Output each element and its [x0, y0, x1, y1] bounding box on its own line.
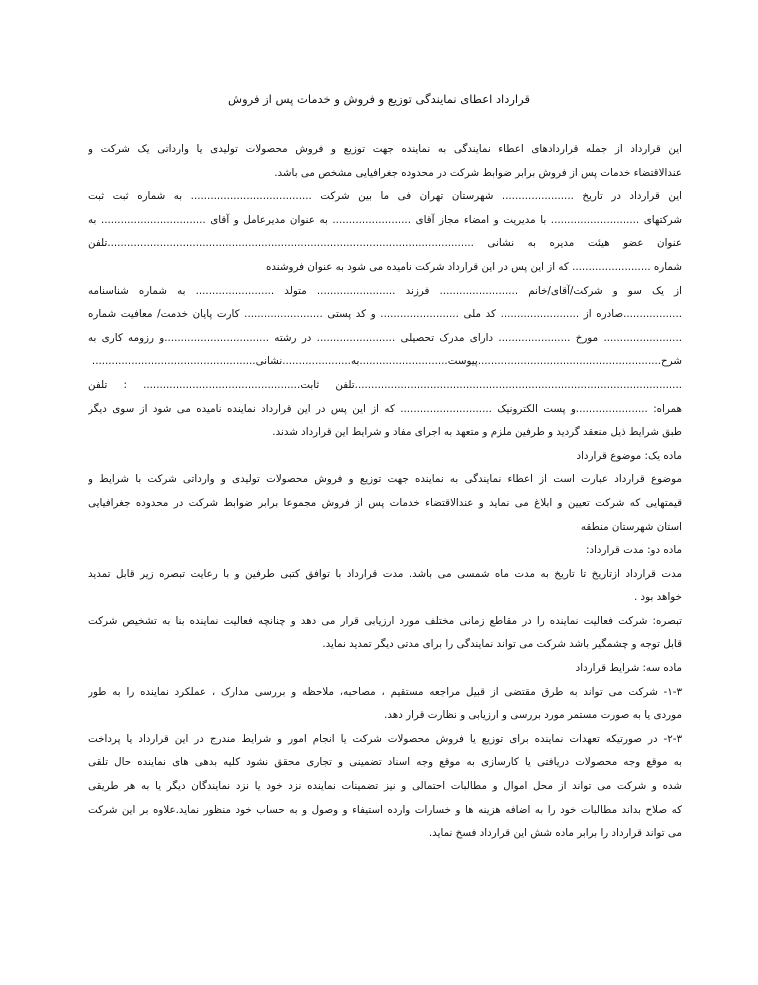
paragraph-line: ..................صادره از ........................ کد ملی ........................ و کد پستی ........................ کارت پایان خدمت/ معافیت شماره	[88, 308, 682, 321]
paragraph-line: شرح........................................................پیوست...........................به.....................نشانی..................................................	[91, 355, 682, 368]
document-title: قرارداد اعطای نمایندگی توزیع و فروش و خدمات پس از فروش	[228, 92, 530, 106]
paragraph-line: قابل توجه و چشمگیر باشد شرکت می تواند نمایندگی را برای مدتی دیگر تمدید نماید.	[322, 638, 682, 651]
paragraph-line: تبصره: شرکت فعالیت نماینده را در مقاطع زمانی مختلف مورد ارزیابی قرار می دهد و چنانچه فعالیت نماینده بنا به تشخیص شرکت	[88, 614, 682, 627]
paragraph-line: عندالاقتضاء خدمات پس از فروش برابر ضوابط شرکت در محدوده جغرافیایی مشخص می باشد.	[274, 166, 682, 179]
paragraph-line: ماده یک: موضوع قرارداد	[576, 449, 682, 462]
paragraph-line: ۲-۳- در صورتیکه تعهدات نماینده برای توزیع یا فروش محصولات شرکت یا انجام امور و شرایط مندرج در این قرارداد یا پرداخت	[88, 732, 682, 745]
paragraph-line: طبق شرایط ذیل منعقد گردید و طرفین ملزم و متعهد به اجرای مفاد و شرایط این قرارداد شدند.	[272, 426, 682, 439]
paragraph-line: موضوع قرارداد عبارت است از اعطاء نمایندگی به نماینده جهت توزیع و فروش محصولات تولیدی و وارداتی شرکت با شرایط و	[88, 473, 682, 486]
paragraph-line: موردی یا به صورت مستمر مورد بررسی و ارزیابی و نظارت قرار دهد.	[384, 709, 682, 722]
paragraph-line: قیمتهایی که شرکت تعیین و ابلاغ می نماید و عندالاقتضاء خدمات پس از فروش مجموعا برابر ضوابط شرکت در محدوده جغرافیایی	[88, 496, 682, 509]
paragraph-line: به موقع وجه محصولات دریافتی یا کارسازی به موقع وجه اسناد تضمینی و تجاری محقق نشود کلیه بدهی های نماینده حال تلقی	[88, 756, 682, 769]
paragraph-line: این قرارداد از جمله قراردادهای اعطاء نمایندگی به نماینده جهت توزیع و فروش محصولات تولیدی یا وارداتی یک شرکت و	[88, 143, 682, 155]
paragraph-line: ........................ مورخ ...................... دارای مدرک تحصیلی ........................ در رشته ................................و رزومه کاری به	[88, 331, 682, 344]
paragraph-line: استان شهرستان منطقه	[580, 520, 682, 533]
paragraph-line: عنوان عضو هیئت مدیره به نشانی ................................................................................................................تلفن	[88, 237, 682, 250]
paragraph-line: مدت قرارداد ازتاریخ تا تاریخ به مدت ماه شمسی می باشد. مدت قرارداد با توافق کتبی طرفین و با رعایت تبصره زیر قابل تمدید	[88, 567, 682, 580]
paragraph-line: همراه: ......................و پست الکترونیک ............................ که از این پس در این قرارداد نماینده نامیده می شود از سوی دیگر	[88, 402, 682, 415]
paragraph-line: خواهد بود .	[634, 591, 682, 604]
paragraph-line: ۱-۳- شرکت می تواند به طرق مقتضی از قبیل مراجعه مستقیم ، مصاحبه، ملاحظه و بررسی مدارک ، عملکرد نماینده را به طور	[88, 685, 682, 698]
paragraph-line: ....................................................................................................تلفن ثابت................................................ : تلفن	[88, 378, 682, 391]
paragraph-line: که صلاح بداند مطالبات خود را به اضافه هزینه ها و خسارات وارده استیفاء و وصول و به حساب خود منظور نماید.علاوه بر این شرکت	[88, 803, 682, 816]
paragraph-line: این قرارداد در تاریخ ...................... شهرستان تهران فی ما بین شرکت ..................................... به شماره ثبت ثبت	[88, 190, 682, 203]
paragraph-line: از یک سو و شرکت/آقای/خانم ........................ فرزند ........................ متولد ........................ به شماره شناسنامه	[88, 284, 682, 297]
paragraph-line: شرکتهای ........................... با مدیریت و امضاء مجاز آقای ........................ به عنوان مدیرعامل و آقای ................................ به	[88, 213, 682, 226]
paragraph-line: ماده سه: شرایط قرارداد	[575, 662, 682, 675]
paragraph-line: شده و شرکت می تواند از محل اموال و مطالبات احتمالی و نیز تضمینات نماینده نزد خود یا نزد نمایندگان دیگر یا به هر طریقی	[88, 780, 682, 793]
document-body	[88, 138, 682, 846]
paragraph-line: شماره ........................ که از این پس در این قرارداد شرکت نامیده می شود به عنوان فروشنده	[265, 260, 682, 273]
paragraph-line: ماده دو: مدت قرارداد:	[585, 544, 682, 557]
paragraph-line: می تواند قرارداد را برابر ماده شش این قرارداد فسخ نماید.	[428, 827, 682, 840]
